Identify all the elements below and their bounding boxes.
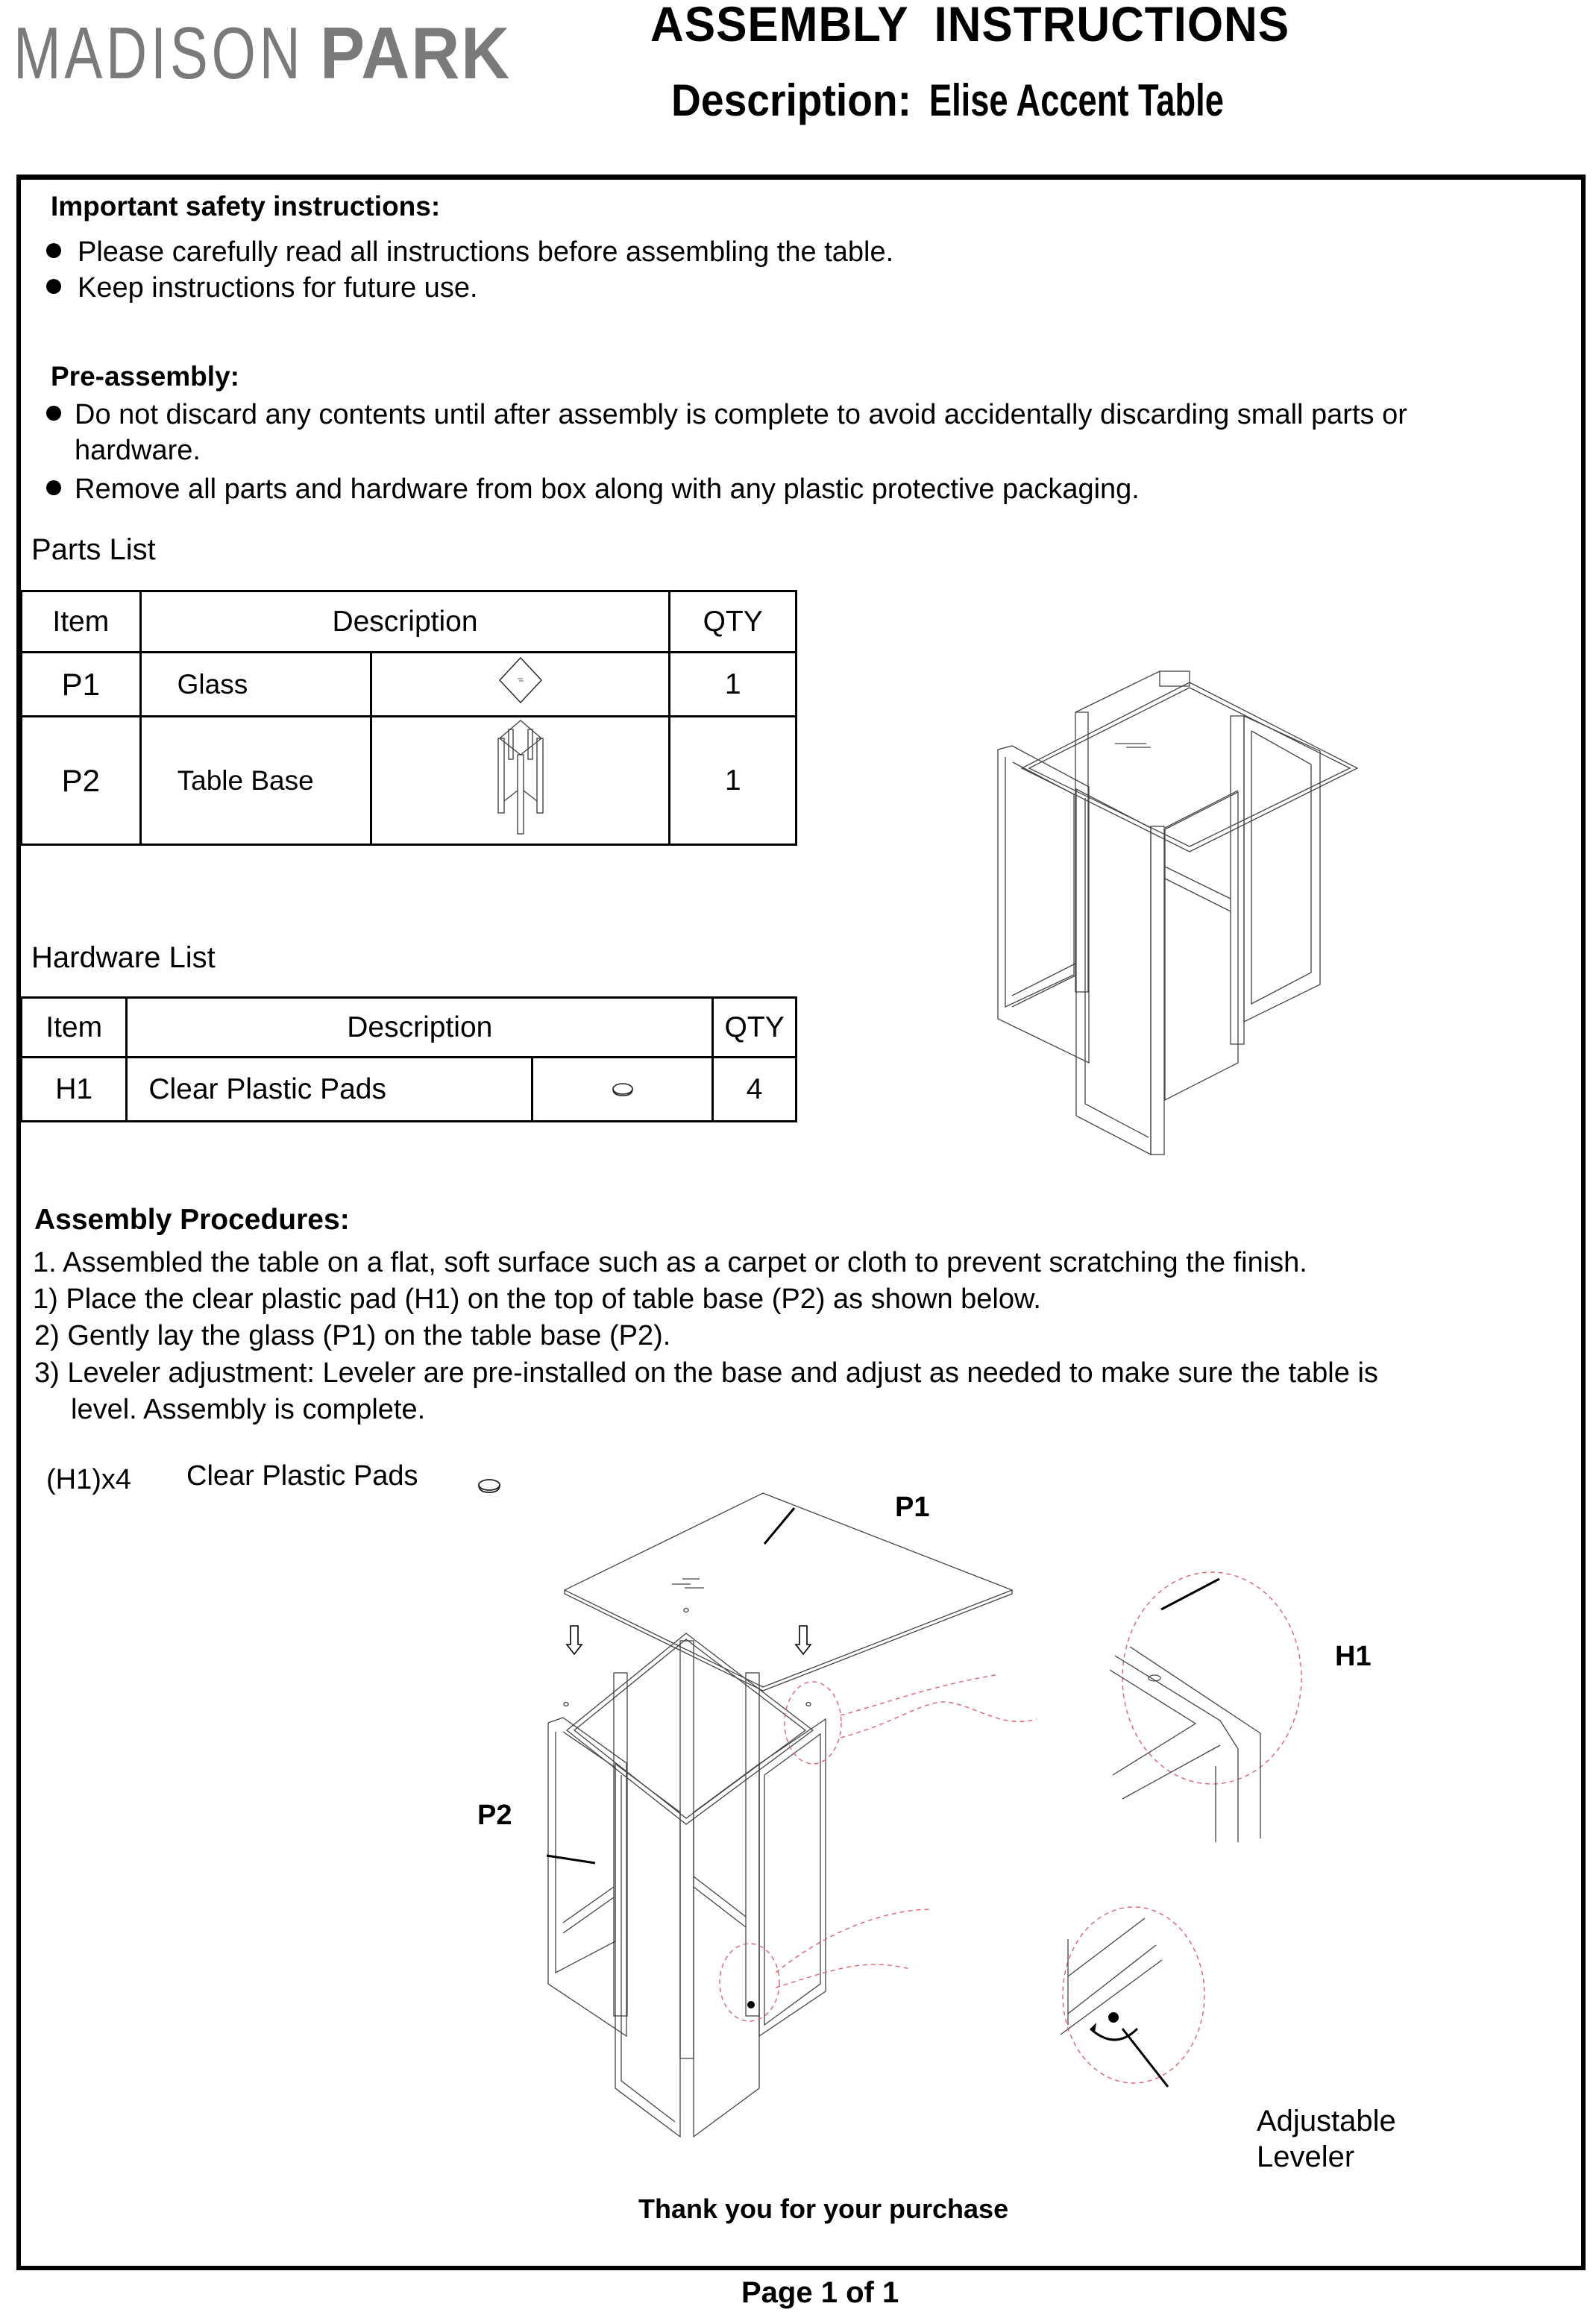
safety-item: Keep instructions for future use.: [46, 272, 478, 304]
hardware-description: Clear Plastic Pads: [127, 1058, 532, 1122]
parts-list-table: [20, 590, 797, 846]
brand-logo-light: MADISON: [13, 12, 304, 94]
assembled-table-illustration: [970, 656, 1417, 1178]
label-p1: P1: [895, 1492, 930, 1523]
label-leveler-line2: Leveler: [1257, 2140, 1355, 2173]
down-arrow-icon: [796, 1626, 811, 1654]
part-description: Table Base: [140, 717, 371, 845]
assembly-step: 2) Gently lay the glass (P1) on the table base (P2).: [34, 1320, 671, 1351]
label-p2: P2: [477, 1800, 512, 1831]
bullet-icon: [46, 480, 61, 495]
hardware-qty: 4: [713, 1058, 797, 1122]
safety-heading: Important safety instructions:: [51, 191, 441, 222]
description-label: Description:: [671, 75, 912, 125]
parts-list-title: Parts List: [31, 533, 156, 566]
hardware-callout-label: Clear Plastic Pads: [186, 1460, 418, 1492]
part-item-id: P2: [22, 717, 141, 845]
table-header-row: [22, 998, 797, 1058]
page-number: Page 1 of 1: [741, 2276, 899, 2309]
product-description: [671, 75, 1289, 126]
brand-logo-bold: PARK: [320, 12, 512, 94]
part-description: Glass: [140, 653, 371, 717]
column-header: QTY: [670, 591, 797, 653]
column-header: Item: [22, 591, 141, 653]
part-image-cell: [371, 717, 669, 845]
hardware-callout-qty: (H1)x4: [46, 1464, 132, 1495]
product-name: Elise Accent Table: [929, 75, 1224, 125]
assembly-step-cont: level. Assembly is complete.: [71, 1394, 426, 1425]
part-item-id: P1: [22, 653, 141, 717]
table-base-icon: [497, 719, 544, 835]
bullet-icon: [46, 279, 61, 294]
pre-assembly-item: Do not discard any contents until after assembly is complete to avoid accidentally discarding small parts or: [46, 399, 1407, 431]
bullet-icon: [46, 243, 61, 258]
assembly-step: 1. Assembled the table on a flat, soft surface such as a carpet or cloth to prevent scratching the finish.: [33, 1247, 1307, 1278]
exploded-assembly-diagram: [447, 1462, 1417, 2170]
part-qty: 1: [670, 717, 797, 845]
down-arrow-icon: [567, 1626, 582, 1654]
document-title: ASSEMBLY INSTRUCTIONS: [650, 0, 1290, 51]
label-leveler-line1: Adjustable: [1257, 2105, 1396, 2137]
table-row: [22, 717, 797, 845]
brand-logo: [13, 12, 528, 94]
hardware-image-cell: [532, 1058, 713, 1122]
hardware-list-table: [20, 996, 797, 1122]
hardware-list-title: Hardware List: [31, 941, 216, 974]
hardware-item-id: H1: [22, 1058, 127, 1122]
column-header: Description: [127, 998, 713, 1058]
column-header: Item: [22, 998, 127, 1058]
table-row: [22, 653, 797, 717]
table-header-row: [22, 591, 797, 653]
part-image-cell: [371, 653, 669, 717]
column-header: QTY: [713, 998, 797, 1058]
label-h1: H1: [1335, 1641, 1372, 1672]
pre-assembly-heading: Pre-assembly:: [51, 361, 239, 392]
assembly-heading: Assembly Procedures:: [34, 1204, 350, 1236]
part-qty: 1: [670, 653, 797, 717]
table-row: [22, 1058, 797, 1122]
assembly-step: 1) Place the clear plastic pad (H1) on the top of table base (P2) as shown below.: [33, 1284, 1041, 1315]
pre-assembly-item-cont: hardware.: [75, 435, 201, 466]
bullet-icon: [46, 406, 61, 421]
thank-you-note: Thank you for your purchase: [638, 2193, 1009, 2224]
safety-item: Please carefully read all instructions before assembling the table.: [46, 236, 893, 268]
plastic-pad-icon: [612, 1082, 634, 1099]
pre-assembly-item: Remove all parts and hardware from box along with any plastic protective packaging.: [46, 474, 1140, 506]
glass-panel-icon: [498, 656, 543, 706]
column-header: Description: [140, 591, 670, 653]
assembly-step: 3) Leveler adjustment: Leveler are pre-installed on the base and adjust as needed to make sure the table is: [34, 1357, 1378, 1389]
